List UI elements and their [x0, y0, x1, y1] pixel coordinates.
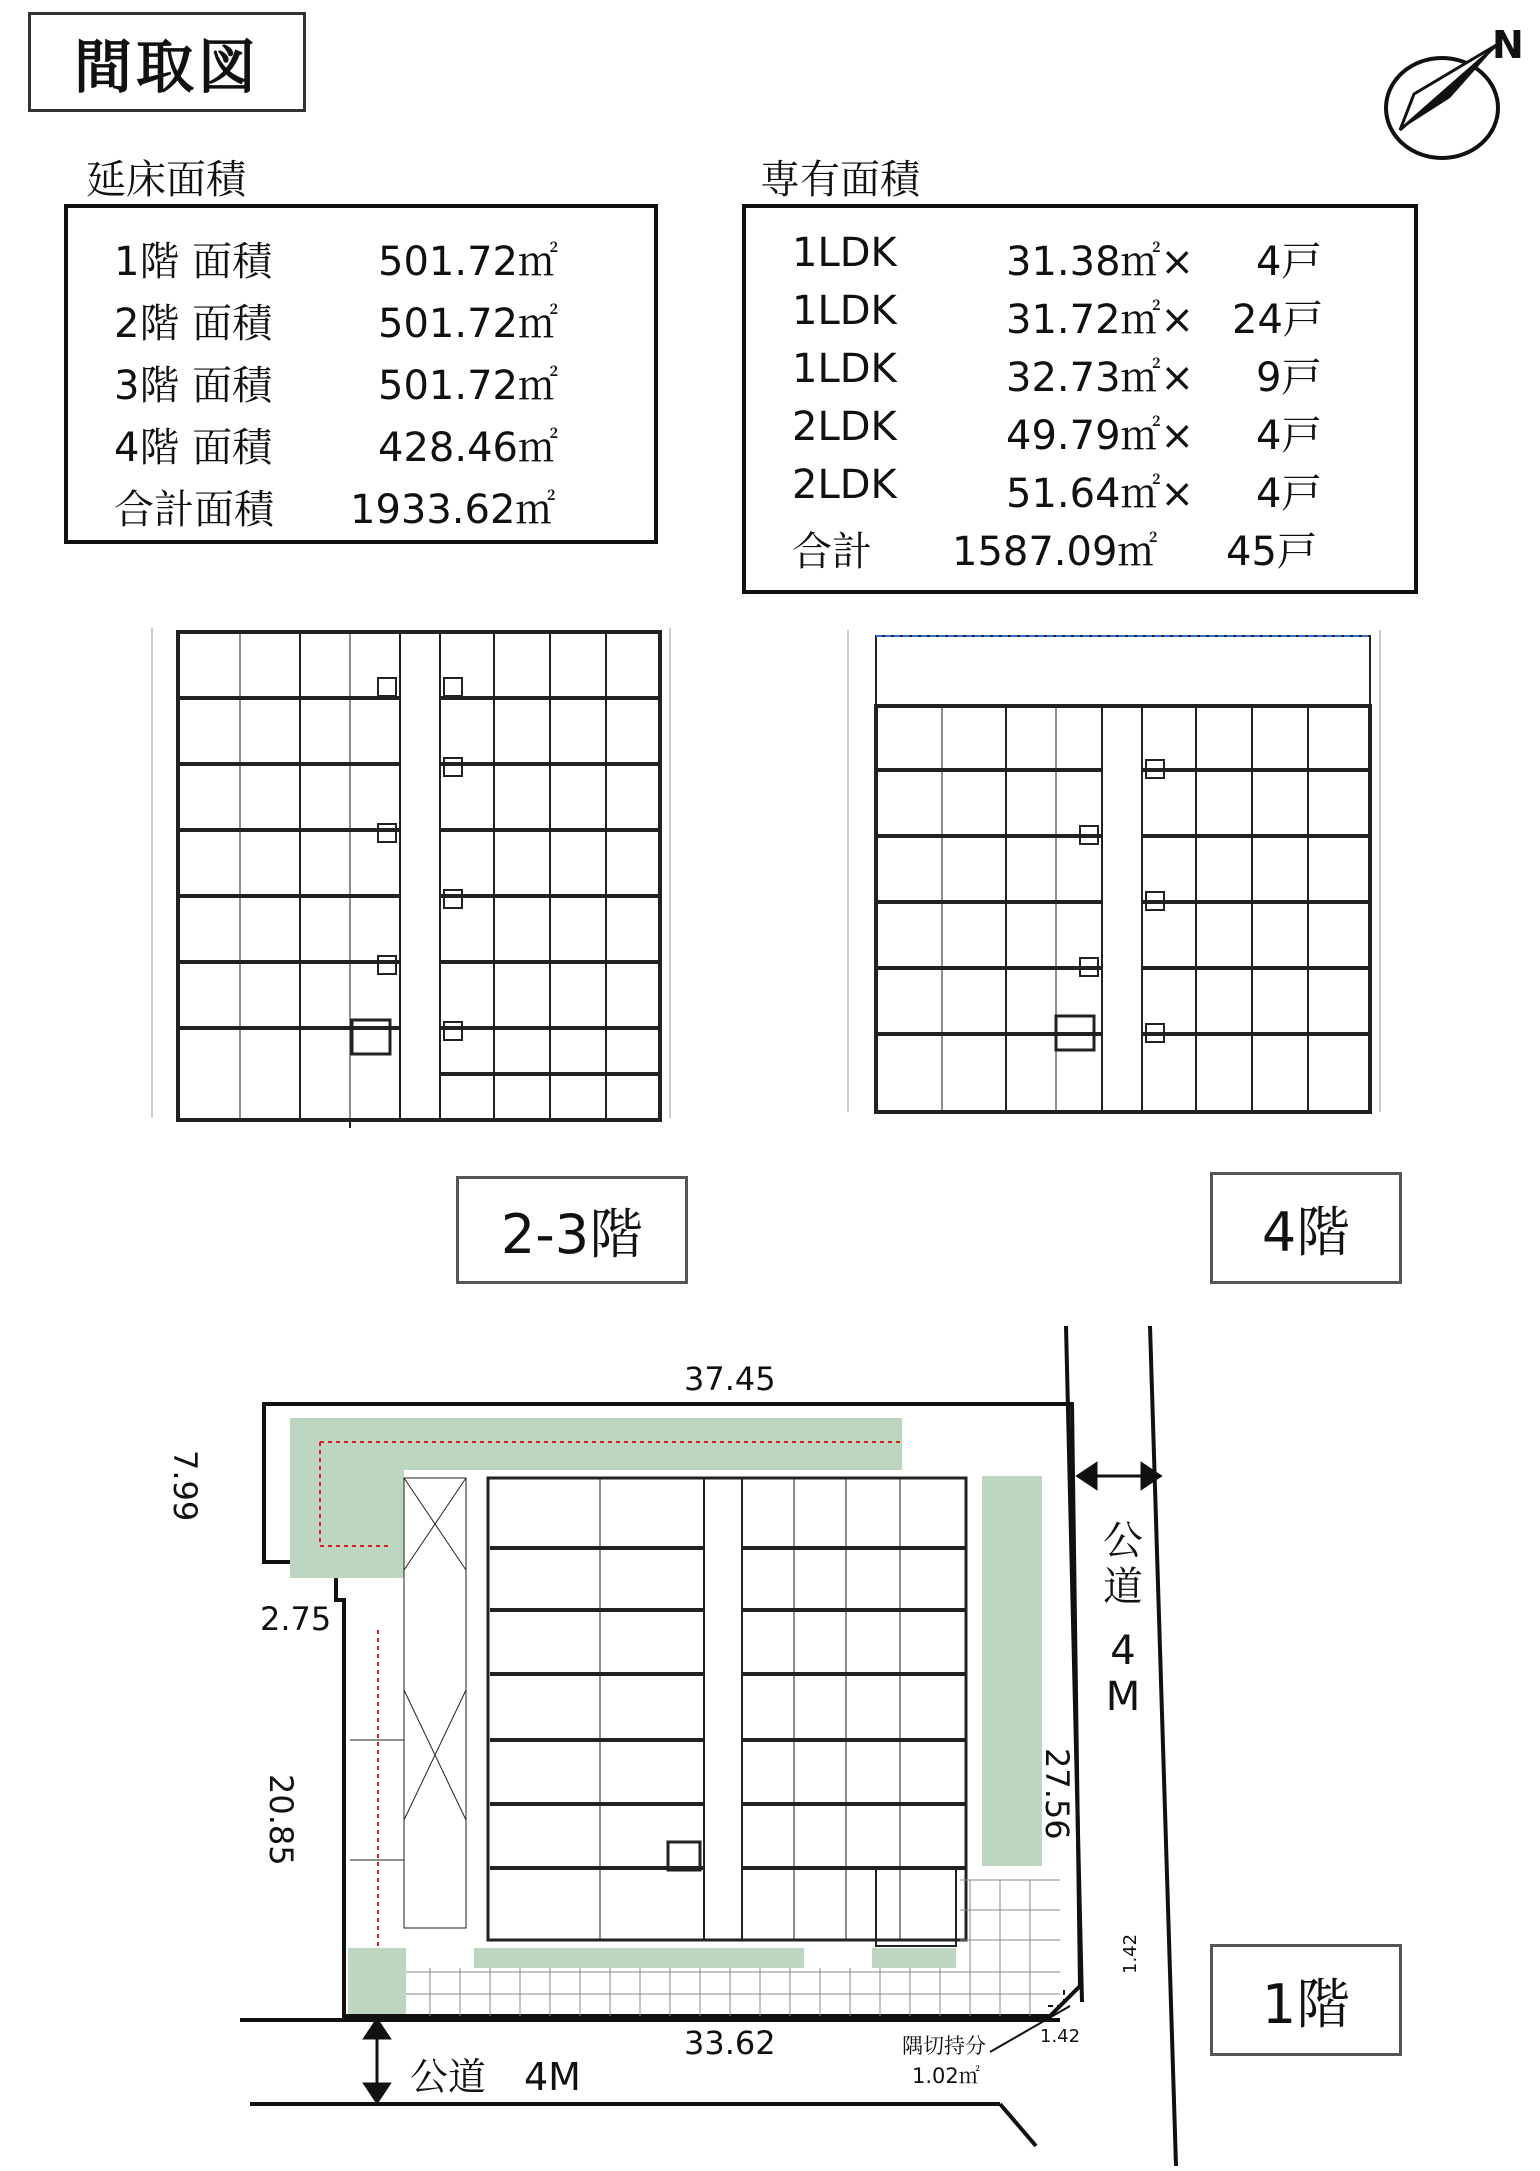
road-width-arrow-east — [1078, 1464, 1160, 1488]
unit-area: 32.73㎡× — [1006, 355, 1195, 401]
unit-count: 4戸 — [1256, 239, 1322, 285]
private-area-table — [742, 204, 1418, 594]
road-char: 道 — [1103, 1564, 1143, 1610]
unit-count: 4戸 — [1256, 471, 1322, 517]
floor-label-4: 4階 — [1210, 1172, 1402, 1284]
road-label-east — [1098, 1518, 1148, 1720]
unit-type: 2LDK — [792, 404, 897, 450]
gross-row-label: 2階 面積 — [114, 301, 273, 347]
page-title: 間取図 — [28, 12, 306, 112]
site-dim-bottom: 33.62 — [684, 2024, 776, 2062]
floor-label-2-3: 2-3階 — [456, 1176, 688, 1284]
gross-row-value: 501.72㎡ — [378, 301, 558, 347]
road-char: M — [1105, 1674, 1141, 1720]
site-dim-step: 2.75 — [260, 1600, 332, 1638]
unit-area: 49.79㎡× — [1006, 413, 1195, 459]
gross-area-heading: 延床面積 — [86, 157, 246, 203]
unit-type: 1LDK — [792, 346, 897, 392]
site-dim-left-top: 7.99 — [166, 1450, 204, 1522]
floor-plan-2-3 — [150, 628, 680, 1128]
private-area-heading: 専有面積 — [760, 157, 920, 203]
floor-plan-4 — [846, 630, 1406, 1120]
gross-row-label: 1階 面積 — [114, 239, 273, 285]
unit-area: 51.64㎡× — [1006, 471, 1195, 517]
gross-row-value: 501.72㎡ — [378, 239, 558, 285]
unit-area: 31.38㎡× — [1006, 239, 1195, 285]
site-plan — [0, 1300, 1300, 2170]
unit-count: 24戸 — [1232, 297, 1323, 343]
gross-area-table — [64, 204, 658, 544]
road-label-south: 公道 4M — [410, 2055, 581, 2099]
compass-icon — [1380, 10, 1530, 170]
unit-count: 9戸 — [1256, 355, 1322, 401]
road-width-arrow-south — [365, 2020, 389, 2102]
unit-area: 31.72㎡× — [1006, 297, 1195, 343]
unit-area: 1587.09㎡ — [952, 529, 1158, 575]
site-dim-corner-a: 1.42 — [1120, 1933, 1141, 1974]
site-dim-right: 27.56 — [1038, 1748, 1076, 1840]
floor-label-1: 1階 — [1210, 1944, 1402, 2056]
site-dim-left-bottom: 20.85 — [262, 1774, 300, 1866]
unit-type: 1LDK — [792, 230, 897, 276]
site-dim-corner-b: 1.42 — [1040, 2026, 1081, 2047]
unit-count: 45戸 — [1226, 529, 1317, 575]
unit-count: 4戸 — [1256, 413, 1322, 459]
gross-row-value: 428.46㎡ — [378, 425, 558, 471]
road-char: 4 — [1110, 1628, 1136, 1674]
compass-north-label: N — [1492, 23, 1524, 67]
unit-type: 2LDK — [792, 462, 897, 508]
gross-row-label: 4階 面積 — [114, 425, 273, 471]
unit-type: 合計 — [792, 529, 872, 575]
gross-row-label: 3階 面積 — [114, 363, 273, 409]
corner-cut-label: 隅切持分 — [902, 2034, 986, 2058]
unit-type: 1LDK — [792, 288, 897, 334]
corner-cut-area: 1.02㎡ — [912, 2064, 980, 2088]
site-dim-top: 37.45 — [684, 1360, 776, 1398]
gross-row-label: 合計面積 — [114, 487, 274, 533]
gross-row-value: 1933.62㎡ — [350, 487, 556, 533]
road-char: 公 — [1103, 1518, 1143, 1564]
gross-row-value: 501.72㎡ — [378, 363, 558, 409]
